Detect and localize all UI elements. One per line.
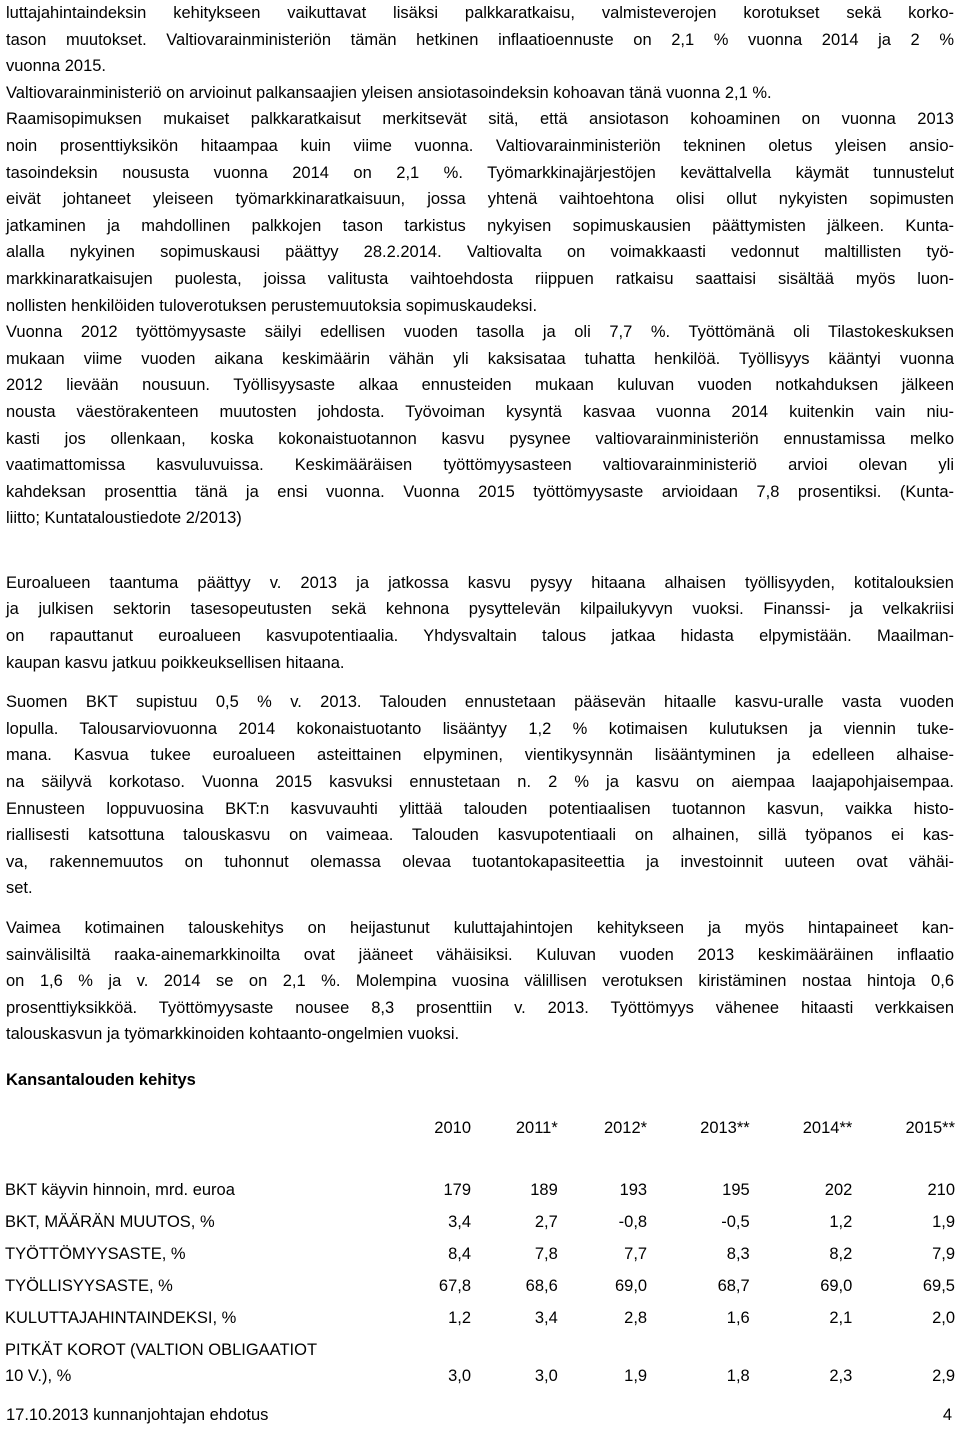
text-line: prosenttiyksikköä. Työttömyysaste nousee 8,3 prosenttiin v. 2013. Työttömyys vähenee hitaasti verkkaisen — [6, 998, 954, 1017]
row-label-cell — [5, 1305, 395, 1331]
row-label-line: 10 V.), % — [5, 1366, 72, 1385]
text-line: riallisesti katsottuna talouskasvu on vaimeaa. Talouden kasvupotentiaali on alhainen, sillä työpanos ei kas- — [6, 826, 954, 845]
table-row — [5, 1273, 955, 1299]
text-line: kasti jos ollenkaan, koska kokonaistuotannon kasvu pysynee valtiovarainministeriön ennustamissa melko — [6, 429, 954, 448]
text-line: luttajahintaindeksin kehitykseen vaikuttavat lisäksi palkkaratkaisu, valmisteverojen korotukset sekä korko- — [6, 4, 954, 22]
text-line: Vuonna 2012 työttömyysaste säilyi edellisen vuoden tasolla ja oli 7,7 %. Työttömänä oli Tilastokeskuksen — [6, 323, 954, 342]
text-line: tason muutokset. Valtiovarainministeriön tämän hetkinen inflaatioennuste on 2,1 % vuonna 2014 ja 2 % — [6, 30, 954, 49]
paragraph-text — [6, 0, 954, 532]
value-cell: 68,7 — [717, 1276, 750, 1295]
text-line: jatkaminen ja mahdollinen palkkojen tason tarkistus nykyisen sopimuskausien päättymisten jälkeen. Kunta- — [6, 216, 954, 235]
value-cell: 8,3 — [726, 1244, 750, 1263]
text-line: Vaimea kotimainen talouskehitys on heijastunut kuluttajahintojen kehitykseen ja myös hintapaineet kan- — [6, 919, 954, 937]
text-line: sainvälisiltä raaka-ainemarkkinoilta ovat jääneet vähäisiksi. Kuluvan vuoden 2013 keskimääräinen inflaatio — [6, 945, 954, 964]
text-line: Euroalueen taantuma päättyy v. 2013 ja jatkossa kasvu pysyy hitaana alhaisen työllisyyden, kotitalouksien — [6, 573, 954, 592]
value-cell: 2,0 — [932, 1308, 955, 1327]
value-cell: -0,8 — [618, 1212, 648, 1231]
row-label-line: BKT käyvin hinnoin, mrd. euroa — [5, 1180, 235, 1199]
year-header-cell: 2012* — [603, 1118, 648, 1137]
paragraph-text — [6, 570, 954, 676]
table-row — [5, 1209, 955, 1235]
value-cell: 8,4 — [448, 1244, 472, 1263]
text-line: on 1,6 % ja v. 2014 se on 2,1 %. Molempina vuosina välillisen verotuksen kiristäminen nostaa hintoja 0,6 — [6, 972, 954, 991]
text-line: nollisten henkilöiden tuloverotuksen perustemuutoksia sopimuskaudeksi. — [6, 296, 538, 315]
economy-table — [5, 1115, 955, 1389]
text-line: Valtiovarainministeriö on arvioinut palkansaajien yleisen ansiotasoindeksin kohoavan tänä vuonna 2,1 %. — [6, 83, 772, 102]
text-line: kaupan kasvu jatkuu poikkeuksellisen hitaana. — [6, 653, 345, 672]
value-cell: 7,7 — [624, 1244, 648, 1263]
table-row — [5, 1305, 955, 1331]
text-line: vuonna 2015. — [6, 57, 107, 76]
row-label-line: TYÖLLISYYSASTE, % — [5, 1276, 173, 1295]
footer-date-text: 17.10.2013 kunnanjohtajan ehdotus — [6, 1406, 269, 1424]
value-cell: 67,8 — [438, 1276, 472, 1295]
text-line: Raamisopimuksen mukaiset palkkaratkaisut merkitsevät sitä, että ansiotason kohoaminen on vuonna 2013 — [6, 110, 954, 129]
text-line: ja julkisen sektorin tasesopeutusten sekä kehnona pysyttelevän kilpailukyvyn vuoksi. Finanssi- ja velkakriisi — [6, 600, 954, 619]
page-number: 4 — [942, 1406, 952, 1424]
text-line: mana. Kasvua tukee euroalueen asteittainen elpyminen, vientikysynnän lisääntyminen ja edelleen alhaise- — [6, 746, 954, 765]
text-line: 2012 lievään nousuun. Työllisyysaste alkaa ennusteiden mukaan kuluvan vuoden notkahduksen jälkeen — [6, 376, 954, 395]
row-label-line: TYÖTTÖMYYSASTE, % — [5, 1244, 186, 1263]
document-page — [6, 0, 954, 1389]
table-spacer-row — [5, 1141, 955, 1177]
text-line: kahdeksan prosenttia tänä ja ensi vuonna. Vuonna 2015 työttömyysaste arvioidaan 7,8 prosentiksi. (Kunta- — [6, 482, 954, 501]
row-label-cell — [5, 1209, 395, 1235]
text-line: lopulla. Talousarviovuonna 2014 kokonaistuotanto lisääntyy 1,2 % kotimaisen kulutuksen ja viennin tuke- — [6, 719, 954, 738]
text-line: nousta väestörakenteen muutosten johdosta. Työvoiman kysyntä kasvaa vuonna 2014 kuitenkin vain niu- — [6, 402, 954, 421]
row-label-line: PITKÄT KOROT (VALTION OBLIGAATIOT — [5, 1340, 318, 1359]
table-header-row — [5, 1115, 955, 1141]
row-label-cell — [5, 1241, 395, 1267]
value-cell: 2,9 — [932, 1366, 955, 1385]
value-cell: -0,5 — [721, 1212, 750, 1231]
row-label-line: KULUTTAJAHINTAINDEKSI, % — [5, 1308, 237, 1327]
row-label-line: BKT, MÄÄRÄN MUUTOS, % — [5, 1212, 215, 1231]
row-label-cell — [5, 1337, 395, 1389]
value-cell: 2,7 — [534, 1212, 558, 1231]
value-cell: 2,3 — [829, 1366, 853, 1385]
header-blank-cell — [5, 1115, 395, 1141]
table-row — [5, 1337, 955, 1389]
text-line: na säilyvä korkotaso. Vuonna 2015 kasvuksi ennustetaan n. 2 % ja kasvu on aiempaa laajapohjaisempaa. — [6, 773, 954, 792]
text-line: set. — [6, 879, 33, 898]
year-header-cell: 2014** — [802, 1118, 853, 1137]
value-cell: 69,0 — [614, 1276, 648, 1295]
value-cell: 1,9 — [932, 1212, 955, 1231]
value-cell: 8,2 — [829, 1244, 853, 1263]
value-cell: 3,0 — [448, 1366, 472, 1385]
value-cell: 3,4 — [448, 1212, 472, 1231]
value-cell: 179 — [443, 1180, 472, 1199]
text-line: va, rakennemuutos on tuhonnut olemassa olevaa tuotantokapasiteettia ja investoinnit uuteen ovat vähäi- — [6, 852, 954, 871]
year-header-cell: 2010 — [434, 1118, 472, 1137]
text-line: on rapauttanut euroalueen kasvupotentiaalia. Yhdysvaltain talous jatkaa hidasta elpymistään. Maailman- — [6, 627, 954, 646]
value-cell: 7,8 — [534, 1244, 558, 1263]
value-cell: 210 — [927, 1180, 955, 1199]
value-cell: 3,4 — [534, 1308, 558, 1327]
value-cell: 69,5 — [922, 1276, 955, 1295]
text-line: markkinaratkaisujen puolesta, joissa valitusta vaihtoehdosta riippuen ratkaisu saattaisi sisältää myös luon- — [6, 269, 954, 288]
table-row — [5, 1241, 955, 1267]
value-cell: 1,9 — [624, 1366, 648, 1385]
paragraph-inflation-employment — [6, 0, 954, 532]
value-cell: 1,8 — [726, 1366, 750, 1385]
value-cell: 68,6 — [525, 1276, 558, 1295]
text-line: talouskasvun ja työmarkkinoiden kohtaanto-ongelmien vuoksi. — [6, 1025, 460, 1044]
year-header-cell: 2013** — [700, 1118, 750, 1137]
value-cell: 193 — [619, 1180, 648, 1199]
value-cell: 2,8 — [624, 1308, 648, 1327]
row-label-cell — [5, 1177, 395, 1203]
value-cell: 1,2 — [829, 1212, 853, 1231]
value-cell: 69,0 — [820, 1276, 853, 1295]
table-row — [5, 1177, 955, 1203]
row-label-cell — [5, 1273, 395, 1299]
paragraph-text — [6, 915, 954, 1048]
text-line: noin prosenttiyksikön hitaampaa kuin viime vuonna. Valtiovarainministeriön tekninen oletus yleisen ansio- — [6, 136, 954, 155]
page-footer — [6, 1403, 954, 1427]
value-cell: 1,6 — [726, 1308, 750, 1327]
text-line: Ennusteen loppuvuosina BKT:n kasvuvauhti ylittää talouden potentiaalisen tuotannon kasvun, vaikka histo- — [6, 799, 954, 818]
value-cell: 1,2 — [448, 1308, 472, 1327]
year-header-cell: 2011* — [515, 1118, 558, 1137]
text-line: tasoindeksin noususta vuonna 2014 on 2,1 %. Työmarkkinajärjestöjen kevättalvella käymät tunnustelut — [6, 163, 954, 182]
paragraph-domestic-economy — [6, 915, 954, 1048]
text-line: Suomen BKT supistuu 0,5 % v. 2013. Talouden ennustetaan pääsevän hitaalle kasvu-uralle vasta vuoden — [6, 693, 954, 712]
value-cell: 3,0 — [534, 1366, 558, 1385]
value-cell: 7,9 — [932, 1244, 955, 1263]
value-cell: 189 — [530, 1180, 558, 1199]
value-cell: 2,1 — [829, 1308, 853, 1327]
text-line: mukaan viime vuoden aikana keskimäärin vähän yli kaksisataa tuhatta henkilöä. Työllisyys kääntyi vuonna — [6, 349, 954, 368]
paragraph-text — [6, 689, 954, 902]
text-line: alalla nykyinen sopimuskausi päättyy 28.2.2014. Valtiovalta on voimakkaasti vedonnut maltillisten työ- — [6, 243, 954, 262]
value-cell: 202 — [824, 1180, 853, 1199]
year-header-cell: 2015** — [905, 1118, 955, 1137]
text-line: liitto; Kuntataloustiedote 2/2013) — [6, 509, 242, 528]
text-line: vaatimattomissa kasvuluvuissa. Keskimääräisen työttömyysasteen valtiovarainministeriö arvioi olevan yli — [6, 456, 954, 475]
paragraph-euro-area — [6, 570, 954, 676]
paragraph-finland-gdp — [6, 689, 954, 902]
table-title: Kansantalouden kehitys — [6, 1070, 196, 1089]
value-cell: 195 — [722, 1180, 750, 1199]
text-line: eivät johtaneet yleiseen työmarkkinaratkaisuun, jossa yhtenä vaihtoehtona olisi ollut nykyisten sopimusten — [6, 190, 954, 209]
